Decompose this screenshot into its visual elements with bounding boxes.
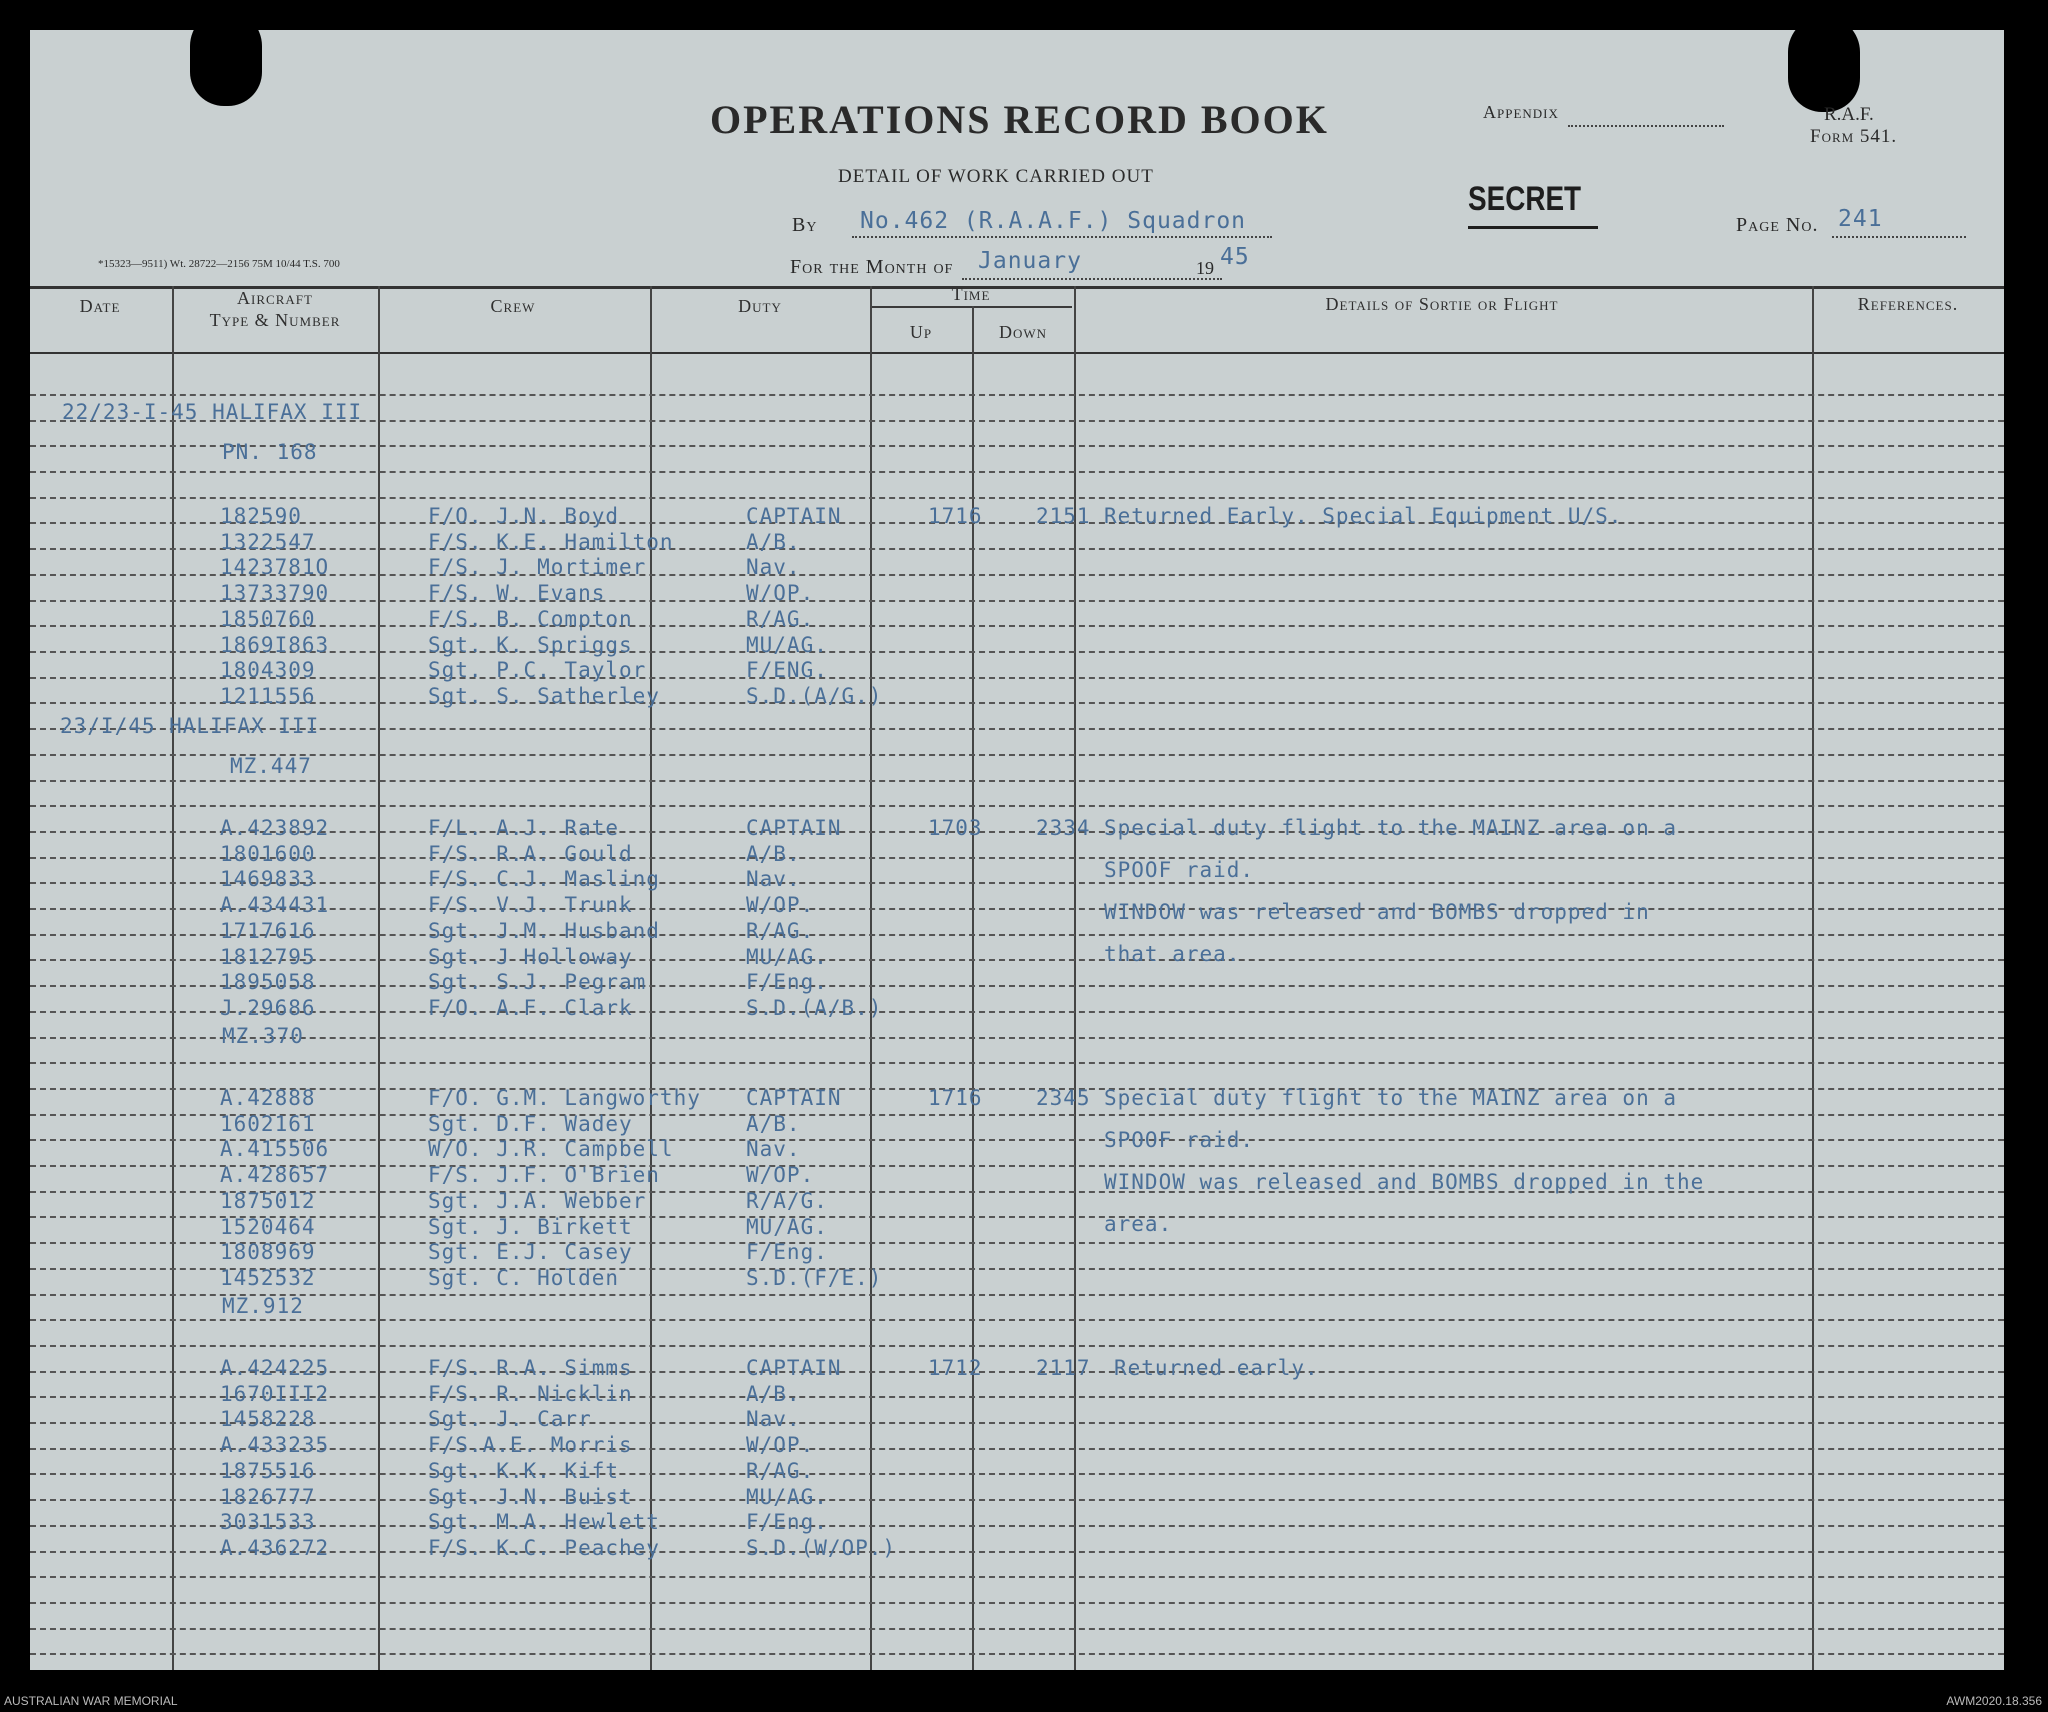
crew-duty: CAPTAIN (746, 1086, 842, 1110)
ruled-line (30, 985, 2004, 987)
crew-name: F/S. K.E. Hamilton (428, 529, 674, 554)
binder-hole-left (190, 30, 262, 106)
ruled-line (30, 394, 2004, 396)
crew-duty: R/AG. (746, 918, 815, 943)
squadron-value: No.462 (R.A.A.F.) Squadron (860, 208, 1247, 234)
ruled-line (30, 805, 2004, 807)
crew-name: F/S. B. Compton (428, 606, 633, 631)
crew-duty: Nav. (746, 555, 801, 580)
year-value: 45 (1220, 244, 1250, 270)
ruled-line (30, 1473, 2004, 1475)
month-blank (962, 278, 1222, 280)
ruled-line (30, 1294, 2004, 1296)
ruled-line (30, 497, 2004, 499)
crew-duty: A/B. (746, 1111, 801, 1136)
crew-name: Sgt. J.A. Webber (428, 1188, 647, 1213)
column-header-crew: Crew (490, 296, 536, 316)
crew-name: Sgt. C. Holden (428, 1265, 620, 1290)
crew-duty: S.D.(A/B.) (746, 995, 883, 1020)
ruled-line (30, 1602, 2004, 1604)
entry-aircraft-3: MZ.370 (222, 1024, 304, 1048)
column-header-time: Time (951, 284, 991, 304)
column-header-aircraft-number: Type & Number (209, 310, 341, 330)
crew-duty: S.D.(W/OP.) (746, 1535, 897, 1560)
ruled-line (30, 445, 2004, 447)
by-label: By (792, 214, 818, 236)
service-number: 1804309 (220, 658, 316, 683)
year-prefix: 19 (1196, 258, 1214, 278)
appendix-blank (1568, 125, 1724, 127)
ruled-line (30, 1345, 2004, 1347)
service-number: 1670III2 (220, 1381, 330, 1406)
service-number: 1801600 (220, 841, 316, 866)
crew-name: F/S. J. Mortimer (428, 555, 647, 580)
service-number: 1602161 (220, 1111, 316, 1136)
service-number: 1875516 (220, 1458, 316, 1483)
crew-name: Sgt. J. Carr (428, 1407, 592, 1432)
crew-duty: MU/AG. (746, 944, 828, 969)
month-label: For the Month of (790, 256, 954, 278)
crew-duty: A/B. (746, 1381, 801, 1406)
entry-date-1: 22/23-I-45 HALIFAX III (62, 400, 363, 424)
ruled-line (30, 1628, 2004, 1630)
entry-aircraft-4: MZ.912 (222, 1294, 304, 1318)
month-value: January (978, 248, 1082, 274)
ruled-line (30, 1037, 2004, 1039)
crew-name: Sgt. E.J. Casey (428, 1240, 633, 1265)
service-number: 1895058 (220, 970, 316, 995)
crew-duty: W/OP. (746, 1433, 815, 1458)
ruled-line (30, 471, 2004, 473)
column-header-aircraft: Aircraft (237, 288, 313, 308)
time-down: 2334 (1036, 816, 1091, 840)
crew-duty: Nav. (746, 1137, 801, 1162)
service-number: A.436272 (220, 1535, 330, 1560)
entry-aircraft-2: MZ.447 (230, 754, 312, 778)
secret-underline (1468, 226, 1598, 229)
time-up: 1716 (928, 1086, 983, 1110)
sortie-details: Special duty flight to the MAINZ area on a (1104, 816, 1678, 840)
crew-duty: R/A/G. (746, 1188, 828, 1213)
crew-duty: R/AG. (746, 606, 815, 631)
service-number: 1717616 (220, 918, 316, 943)
ruled-line (30, 1268, 2004, 1270)
ruled-line (30, 1216, 2004, 1218)
sortie-details: SPOOF raid. (1104, 858, 1255, 882)
crew-name: Sgt. K. Spriggs (428, 632, 633, 657)
crew-name: F/S. K.C. Peachey (428, 1535, 660, 1560)
raf-label: R.A.F. (1824, 104, 1874, 125)
column-header-duty: Duty (738, 296, 782, 316)
crew-duty: MU/AG. (746, 1214, 828, 1239)
by-blank (852, 236, 1272, 238)
crew-duty: S.D.(F/E.) (746, 1265, 883, 1290)
crew-name: Sgt. P.C. Taylor (428, 658, 647, 683)
service-number: 13733790 (220, 581, 330, 606)
footer-reference: AWM2020.18.356 (1946, 1694, 2042, 1708)
service-number: 1452532 (220, 1265, 316, 1290)
ruled-line (30, 780, 2004, 782)
ruled-line (30, 754, 2004, 756)
service-number: 1812795 (220, 944, 316, 969)
crew-name: F/S. J.F. O'Brien (428, 1163, 660, 1188)
ruled-line (30, 1576, 2004, 1578)
binder-hole-right (1788, 30, 1860, 112)
crew-name: Sgt. J.N. Buist (428, 1484, 633, 1509)
ruled-line (30, 1062, 2004, 1064)
service-number: A.424225 (220, 1356, 330, 1380)
crew-name: F/O. J.N. Boyd (428, 504, 620, 528)
service-number: A.423892 (220, 816, 330, 840)
crew-duty: CAPTAIN (746, 504, 842, 528)
crew-name: F/O. G.M. Langworthy (428, 1086, 701, 1110)
service-number: 1869I863 (220, 632, 330, 657)
column-rule (870, 286, 872, 1670)
crew-duty: F/Eng. (746, 970, 828, 995)
service-number: 1211556 (220, 683, 316, 708)
crew-duty: S.D.(A/G.) (746, 683, 883, 708)
crew-duty: MU/AG. (746, 1484, 828, 1509)
ruled-line (30, 702, 2004, 704)
crew-name: Sgt. S.J. Pegram (428, 970, 647, 995)
page-number-blank (1832, 236, 1966, 238)
column-header-details: Details of Sortie or Flight (1325, 294, 1559, 314)
crew-duty: W/OP. (746, 1163, 815, 1188)
page-number-value: 241 (1838, 206, 1883, 232)
ruled-line (30, 677, 2004, 679)
crew-name: F/S. R.A. Simms (428, 1356, 633, 1380)
ruled-line (30, 1422, 2004, 1424)
ruled-line (30, 934, 2004, 936)
crew-name: W/O. J.R. Campbell (428, 1137, 674, 1162)
form-sheet (30, 30, 2004, 1670)
crew-duty: CAPTAIN (746, 816, 842, 840)
crew-name: F/S. W. Evans (428, 581, 606, 606)
secret-stamp: SECRET (1468, 180, 1582, 218)
crew-duty: W/OP. (746, 581, 815, 606)
column-header-references: References. (1857, 294, 1959, 314)
form-title: OPERATIONS RECORD BOOK (710, 97, 1329, 142)
footer-archive: AUSTRALIAN WAR MEMORIAL (4, 1694, 178, 1708)
crew-name: Sgt. K.K. Kift (428, 1458, 620, 1483)
crew-name: F/S. C.J. Masling (428, 867, 660, 892)
crew-duty: F/Eng. (746, 1510, 828, 1535)
service-number: 1875012 (220, 1188, 316, 1213)
time-up: 1703 (928, 816, 983, 840)
crew-name: Sgt. S. Satherley (428, 683, 660, 708)
column-header-down: Down (998, 322, 1048, 342)
sortie-details: that area. (1104, 942, 1241, 966)
time-down: 2117 (1036, 1356, 1091, 1380)
print-code: *15323—9511) Wt. 28722—2156 75M 10/44 T.S. 700 (98, 258, 340, 270)
ruled-line (30, 1191, 2004, 1193)
crew-duty: Nav. (746, 1407, 801, 1432)
service-number: A.434431 (220, 893, 330, 918)
crew-name: Sgt. J.M. Husband (428, 918, 660, 943)
service-number: A.433235 (220, 1433, 330, 1458)
crew-duty: W/OP. (746, 893, 815, 918)
form-subtitle: DETAIL OF WORK CARRIED OUT (838, 166, 1154, 187)
header-bottom-rule (30, 352, 2004, 354)
ruled-line (30, 1242, 2004, 1244)
ruled-line (30, 857, 2004, 859)
ruled-line (30, 882, 2004, 884)
ruled-line (30, 1011, 2004, 1013)
column-rule (1812, 286, 1814, 1670)
service-number: 1826777 (220, 1484, 316, 1509)
ruled-line (30, 1114, 2004, 1116)
column-rule (650, 286, 652, 1670)
crew-name: Sgt. J. Birkett (428, 1214, 633, 1239)
service-number: 1469833 (220, 867, 316, 892)
crew-duty: R/AG. (746, 1458, 815, 1483)
page-number-label: Page No. (1736, 214, 1819, 236)
sortie-details: WINDOW was released and BOMBS dropped in (1104, 900, 1650, 924)
crew-duty: Nav. (746, 867, 801, 892)
crew-name: Sgt. J Holloway (428, 944, 633, 969)
ruled-line (30, 959, 2004, 961)
crew-name: F/S. R. Nicklin (428, 1381, 633, 1406)
crew-duty: MU/AG. (746, 632, 828, 657)
service-number: 1808969 (220, 1240, 316, 1265)
crew-duty: A/B. (746, 841, 801, 866)
column-rule (172, 286, 174, 1670)
crew-name: Sgt. M.A. Hewlett (428, 1510, 660, 1535)
ruled-line (30, 1653, 2004, 1655)
ruled-line (30, 728, 2004, 730)
ruled-line (30, 1319, 2004, 1321)
crew-name: F/S. V.J. Trunk (428, 893, 633, 918)
service-number: 182590 (220, 504, 302, 528)
column-rule (378, 286, 380, 1670)
service-number: 1520464 (220, 1214, 316, 1239)
ruled-line (30, 548, 2004, 550)
column-rule (1074, 286, 1076, 1670)
column-header-up: Up (909, 322, 933, 342)
time-up: 1716 (928, 504, 983, 528)
service-number: A.42888 (220, 1086, 316, 1110)
time-down: 2345 (1036, 1086, 1091, 1110)
crew-duty: F/Eng. (746, 1240, 828, 1265)
crew-name: Sgt. D.F. Wadey (428, 1111, 633, 1136)
service-number: 1458228 (220, 1407, 316, 1432)
crew-name: F/O. A.F. Clark (428, 995, 633, 1020)
time-split-rule (870, 306, 1072, 308)
crew-name: F/S.A.E. Morris (428, 1433, 633, 1458)
service-number: J.29686 (220, 995, 316, 1020)
service-number: 1423781O (220, 555, 330, 580)
crew-name: F/L. A.J. Rate (428, 816, 620, 840)
entry-date-2: 23/I/45 HALIFAX III (60, 714, 320, 738)
sortie-details: Returned Early. Special Equipment U/S. (1104, 504, 1623, 528)
sortie-details: area. (1104, 1212, 1173, 1236)
sortie-details: SPOOF raid. (1104, 1128, 1255, 1152)
crew-name: F/S. R.A. Gould (428, 841, 633, 866)
form-number: Form 541. (1810, 126, 1898, 147)
appendix-label: Appendix (1483, 102, 1559, 122)
crew-duty: A/B. (746, 529, 801, 554)
time-down: 2151 (1036, 504, 1091, 528)
ruled-line (30, 1088, 2004, 1090)
ruled-line (30, 1525, 2004, 1527)
sortie-details: Special duty flight to the MAINZ area on a (1104, 1086, 1678, 1110)
service-number: 1322547 (220, 529, 316, 554)
entry-aircraft-1: PN. 168 (222, 440, 318, 464)
crew-duty: CAPTAIN (746, 1356, 842, 1380)
sortie-details: Returned early. (1114, 1356, 1319, 1380)
service-number: A.428657 (220, 1163, 330, 1188)
service-number: 1850760 (220, 606, 316, 631)
crew-duty: F/ENG. (746, 658, 828, 683)
service-number: 3031533 (220, 1510, 316, 1535)
sortie-details: WINDOW was released and BOMBS dropped in the (1104, 1170, 1705, 1194)
time-up: 1712 (928, 1356, 983, 1380)
column-header-date: Date (79, 296, 121, 316)
ruled-line (30, 1499, 2004, 1501)
ruled-line (30, 625, 2004, 627)
service-number: A.415506 (220, 1137, 330, 1162)
ruled-line (30, 522, 2004, 524)
